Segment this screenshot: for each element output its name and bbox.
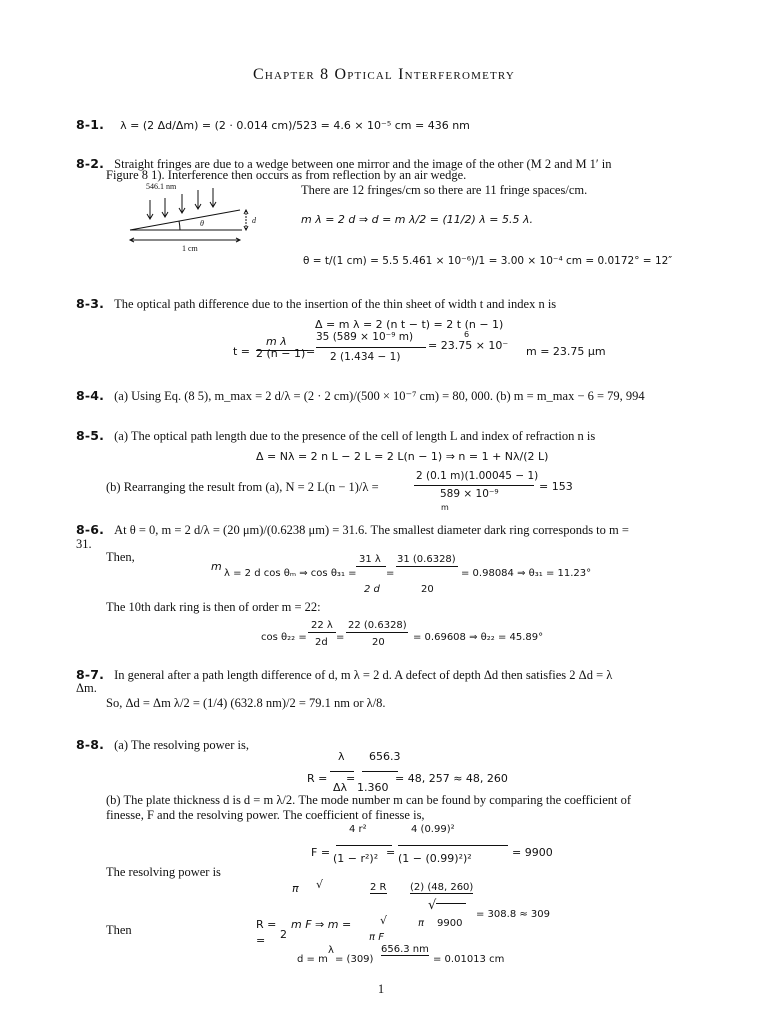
equation-8-2-1: m λ = 2 d ⇒ d = m λ/2 = (11/2) λ = 5.5 λ. [301,213,533,226]
problem-text: (a) Using Eq. (8 5), m_max = 2 d/λ = (2 · 2 cm)/(500 × 10⁻⁷ cm) = 80, 000. (b) m = m_max − 6 = 79, 994 [114,389,645,403]
problem-8-7-line1 [76,666,612,684]
problem-text: (a) The optical path length due to the presence of the cell of length L and index of refraction n is [114,429,596,443]
f2-denominator: 20 [421,584,434,595]
frac2-line [316,347,426,348]
g2-line [346,632,408,633]
f1-denominator: 2 d [364,584,380,595]
resolving-power-text: The resolving power is [106,865,221,879]
problem-8-2-line2: Figure 8 1). Interference then occurs as from reflection by an air wedge. [106,168,467,182]
F-f1-numerator: 4 r² [349,824,367,835]
problem-8-6-line2: 31. [76,537,92,551]
width-label: 1 cm [182,244,198,253]
F-f2-numerator: 4 (0.99)² [411,824,455,835]
rp-pi: π [292,882,299,895]
equation-8-6-2-result: = 0.69608 ⇒ θ₂₂ = 45.89° [413,632,544,643]
theta-label: θ [200,219,204,228]
F-lhs: F = [311,846,331,859]
equation-8-3-subscript: 6 [464,330,470,339]
problem-text: At θ = 0, m = 2 d/λ = (20 μm)/(0.6238 μm) = 31.6. The smallest diameter dark ring corresponds to m = [114,523,629,537]
rp-numerator-2: (2) (48, 260) [410,882,474,893]
F-equals: = [386,846,396,859]
R2-sqrt: √ [380,914,388,927]
g1-line [308,632,336,633]
g1-numerator: 22 λ [311,620,333,631]
frac-numerator: 2 (0.1 m)(1.00045 − 1) [416,470,539,482]
frac2-numerator: 35 (589 × 10⁻⁹ m) [316,331,414,343]
d-lhs: d = m [297,954,328,965]
F-f1-denominator: (1 − r²)² [333,852,379,865]
problem-8-3 [76,295,556,313]
f1-numerator: 31 λ [359,554,381,565]
R2-pi: π [418,918,425,929]
F-f1-line [336,845,392,846]
problem-8-5 [76,427,595,445]
R-lhs: R = [307,772,328,785]
problem-number: 8-4. [76,388,105,403]
R2-lhs: R = [256,918,277,931]
fringes-text: There are 12 fringes/cm so there are 11 fringe spaces/cm. [301,183,588,197]
result-8-5: = 153 [539,480,573,493]
equals-sign: = [306,345,316,358]
rp-sqrt: √ [316,878,324,891]
problem-text: Straight fringes are due to a wedge between one mirror and the image of the other (M 2 and M 1′ in [114,157,612,171]
problem-8-8 [76,736,249,754]
frac-denominator: 589 × 10⁻⁹ [440,488,499,500]
problem-text: The optical path difference due to the insertion of the thin sheet of width t and index n is [114,297,557,311]
part-b-line1: (b) The plate thickness d is d = m λ/2. The mode number m can be found by comparing the coefficient of [106,793,632,807]
F-f2-line [398,845,508,846]
wavelength-label: 546.1 nm [146,182,177,191]
d-middle: = (309) [335,954,374,965]
equals-sign-2: = [336,632,345,643]
problem-number: 8-3. [76,296,105,311]
f1-line [356,566,386,567]
equation-8-5-1: Δ = Nλ = 2 n L − 2 L = 2 L(n − 1) ⇒ n = 1 + Nλ/(2 L) [256,450,549,463]
problem-text: In general after a path length difference of d, m λ = 2 d. A defect of depth Δd then satisfies 2 Δd = λ [114,668,613,682]
tenth-ring-text: The 10th dark ring is then of order m = 22: [106,600,321,614]
R2-result: = 308.8 ≈ 309 [476,909,551,920]
problem-number: 8-2. [76,156,105,171]
problem-8-7-line3: So, Δd = Δm λ/2 = (1/4) (632.8 nm)/2 = 79.1 nm or λ/8. [106,696,386,710]
F-result: = 9900 [512,846,553,859]
then-label: Then, [106,550,135,564]
problem-number: 8-7. [76,667,105,682]
result-8-3: = 23.75 × 10⁻ [428,339,509,352]
problem-8-7-line2: Δm. [76,681,97,695]
r-f2-line [362,771,398,772]
problem-number: 8-8. [76,737,105,752]
problem-8-1 [76,116,470,134]
wedge-figure [120,180,270,260]
R2-pi-F: π F [369,932,384,943]
equation-8-3-1: Δ = m λ = 2 (n t − t) = 2 t (n − 1) [315,318,504,331]
r-f2-denominator: 1.360 [357,781,389,794]
problem-number: 8-5. [76,428,105,443]
equation-8-2-2: θ = t/(1 cm) = 5.5 5.461 × 10⁻⁶)/1 = 3.00 × 10⁻⁴ cm = 0.0172° = 12″ [303,255,673,267]
g2-numerator: 22 (0.6328) [348,620,407,631]
result-8-3-um: m = 23.75 μm [526,345,606,358]
R2-two: 2 [280,928,287,941]
frac-denominator-unit: m [441,503,449,512]
part-b-line2: finesse, F and the resolving power. The coefficient of finesse is, [106,808,425,822]
problem-text: λ = (2 Δd/Δm) = (2 · 0.014 cm)/523 = 4.6 × 10⁻⁵ cm = 436 nm [120,119,470,132]
r-f1-denominator: Δλ [333,781,348,794]
R2-equals: = [256,934,266,947]
then-label-2: Then [106,923,132,937]
page-number: 1 [377,982,385,996]
r-equals: = [346,772,356,785]
f2-line [396,566,458,567]
rp-numerator-1: 2 R [370,882,387,893]
equation-8-6-1-result: = 0.98084 ⇒ θ₃₁ = 11.23° [461,568,592,579]
page-title: Chapter 8 Optical Interferometry [253,66,515,83]
problem-8-6-line1 [76,521,629,539]
F-f2-denominator: (1 − (0.99)²)² [398,852,472,865]
g1-denominator: 2d [315,637,328,648]
problem-number: 8-1. [76,117,105,132]
R2-vinculum [436,903,466,904]
frac1-numerator: m λ [266,335,287,348]
t-lhs: t = [233,345,251,358]
problem-text: (a) The resolving power is, [114,738,249,752]
d-label: d [252,216,256,225]
equation-8-6-2-lhs: cos θ₂₂ = [261,632,307,643]
f2-numerator: 31 (0.6328) [397,554,456,565]
m-label: m [211,560,222,573]
part-b-text: (b) Rearranging the result from (a), N = 2 L(n − 1)/λ = [106,480,379,494]
R2-sqrt2: √ [428,898,437,913]
d-numerator: 656.3 nm [381,944,429,955]
frac1-denominator: 2 (n − 1) [256,347,306,360]
equals-sign: = [386,568,395,579]
problem-number: 8-6. [76,522,105,537]
r-f2-numerator: 656.3 [369,750,401,763]
d-result: = 0.01013 cm [433,954,505,965]
d-lambda: λ [328,945,334,956]
g2-denominator: 20 [372,637,385,648]
equation-8-6-1-lhs: λ = 2 d cos θₘ ⇒ cos θ₃₁ = [224,568,357,579]
frac2-denominator: 2 (1.434 − 1) [330,351,401,363]
frac-line [414,485,534,486]
R2-9900: 9900 [437,918,463,929]
r-f1-numerator: λ [338,750,345,763]
R2-middle: m F ⇒ m = [291,918,352,931]
r-result: = 48, 257 ≈ 48, 260 [395,772,508,785]
problem-8-4 [76,387,645,405]
